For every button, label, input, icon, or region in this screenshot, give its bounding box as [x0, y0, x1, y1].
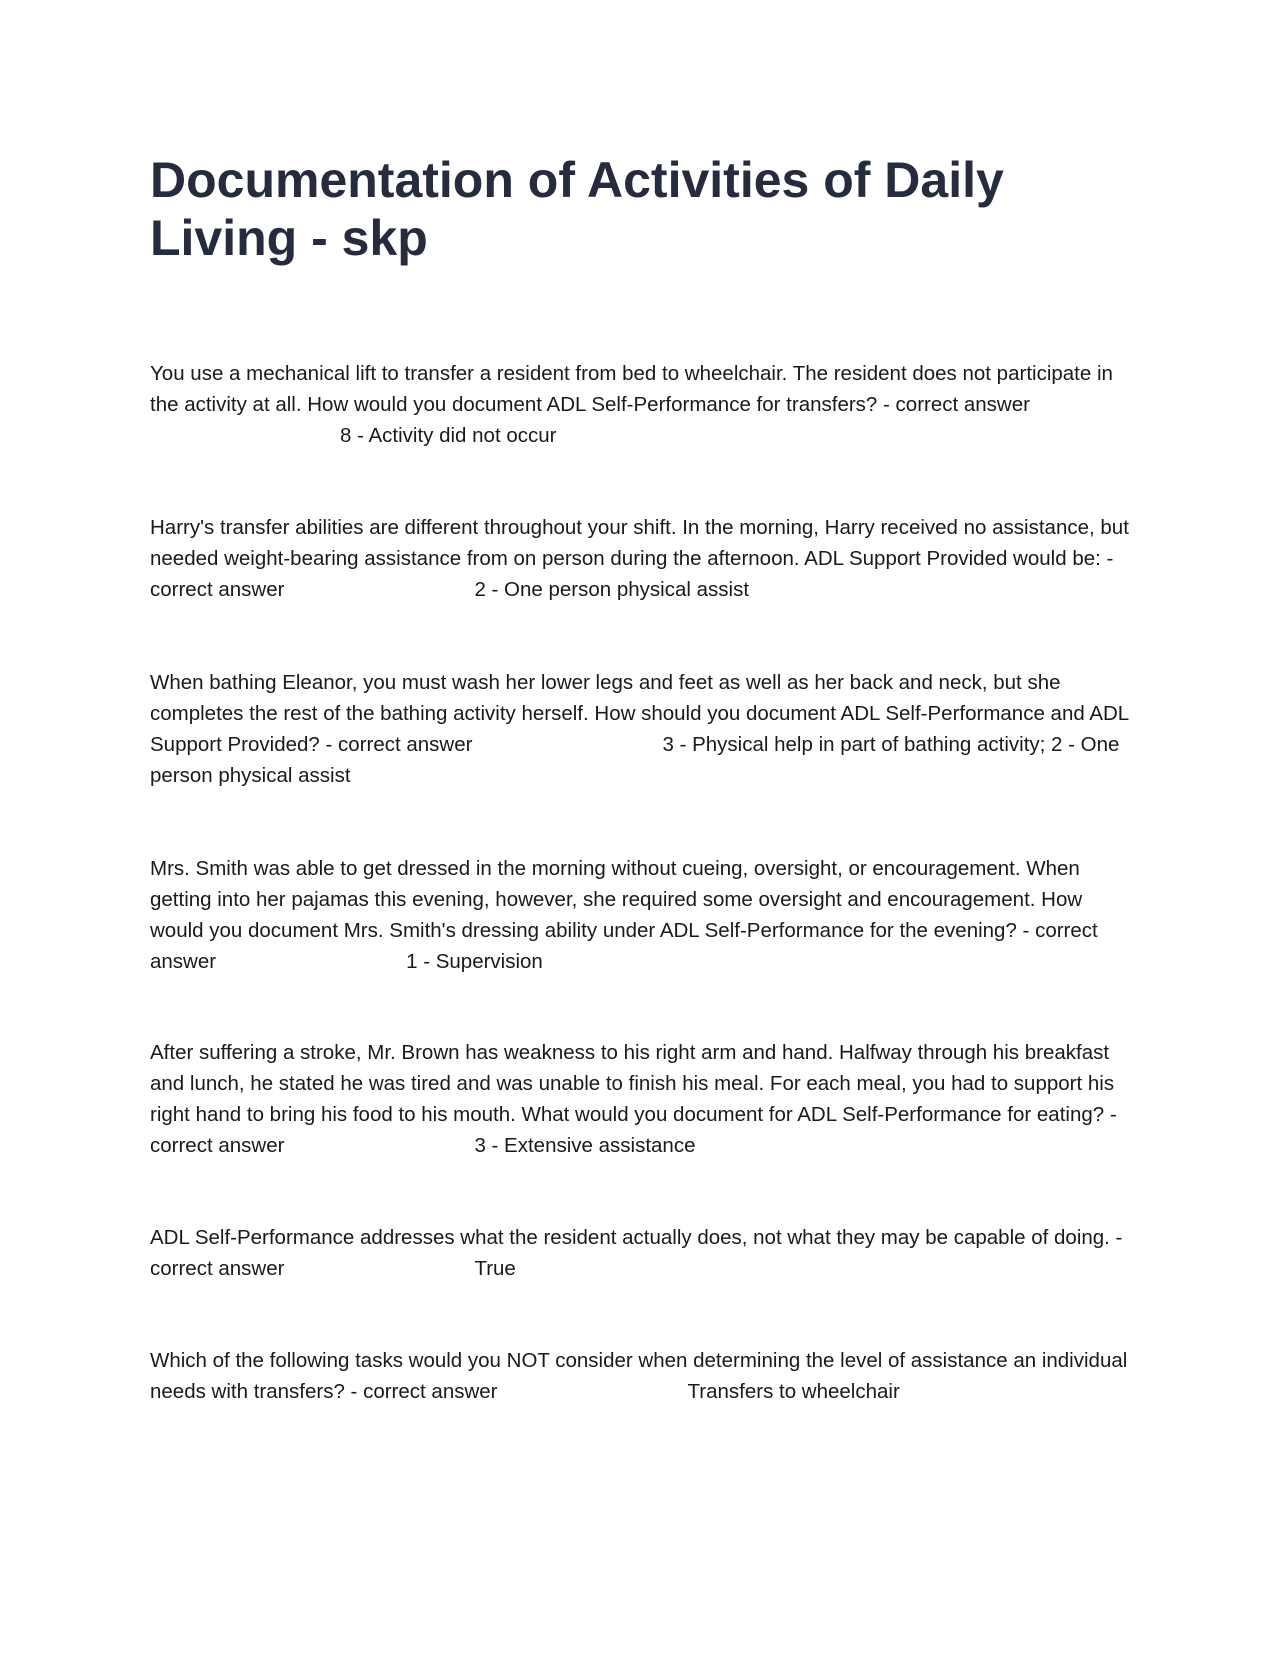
qa-answer: True [474, 1257, 516, 1280]
qa-question: Harry's transfer abilities are different throughout your shift. In the morning, Harry received no assistance, but needed weight-bearing assistance from on person during the afternoon. ADL Support Provided would be: - correct answer [150, 516, 1129, 601]
qa-item [150, 358, 1135, 451]
qa-item [150, 853, 1135, 977]
page-title: Documentation of Activities of Daily Living - skp [150, 152, 1004, 266]
qa-question: Which of the following tasks would you NOT consider when determining the level of assistance an individual needs with transfers? - correct answer [150, 1349, 1128, 1403]
qa-answer: 3 - Physical help in part of bathing activity; 2 - One person physical assist [150, 733, 1120, 787]
qa-answer: 8 - Activity did not occur [340, 424, 557, 447]
qa-question: After suffering a stroke, Mr. Brown has weakness to his right arm and hand. Halfway through his breakfast and lunch, he stated he was tired and was unable to finish his meal. For each meal, you had to support his right hand to bring his food to his mouth. What would you document for ADL Self-Performance for eating? - correct answer [150, 1041, 1117, 1157]
qa-question: ADL Self-Performance addresses what the resident actually does, not what they may be capable of doing. - correct answer [150, 1226, 1123, 1280]
qa-answer: 3 - Extensive assistance [474, 1134, 696, 1157]
qa-item [150, 1345, 1135, 1407]
qa-item [150, 1037, 1135, 1161]
qa-item [150, 512, 1135, 605]
qa-item [150, 667, 1135, 791]
qa-question: When bathing Eleanor, you must wash her lower legs and feet as well as her back and neck, but she completes the rest of the bathing activity herself. How should you document ADL Self-Performance and ADL Support Provided? - correct answer [150, 671, 1129, 756]
qa-answer: 2 - One person physical assist [474, 578, 750, 601]
qa-item [150, 1222, 1135, 1284]
qa-question: Mrs. Smith was able to get dressed in the morning without cueing, oversight, or encouragement. When getting into her pajamas this evening, however, she required some oversight and encouragement. How would you document Mrs. Smith's dressing ability under ADL Self-Performance for the evening? - correct answer [150, 857, 1098, 973]
qa-answer: Transfers to wheelchair [687, 1380, 900, 1403]
qa-answer: 1 - Supervision [406, 950, 543, 973]
qa-question: You use a mechanical lift to transfer a resident from bed to wheelchair. The resident does not participate in the activity at all. How would you document ADL Self-Performance for transfers? - correct answer [150, 362, 1113, 416]
